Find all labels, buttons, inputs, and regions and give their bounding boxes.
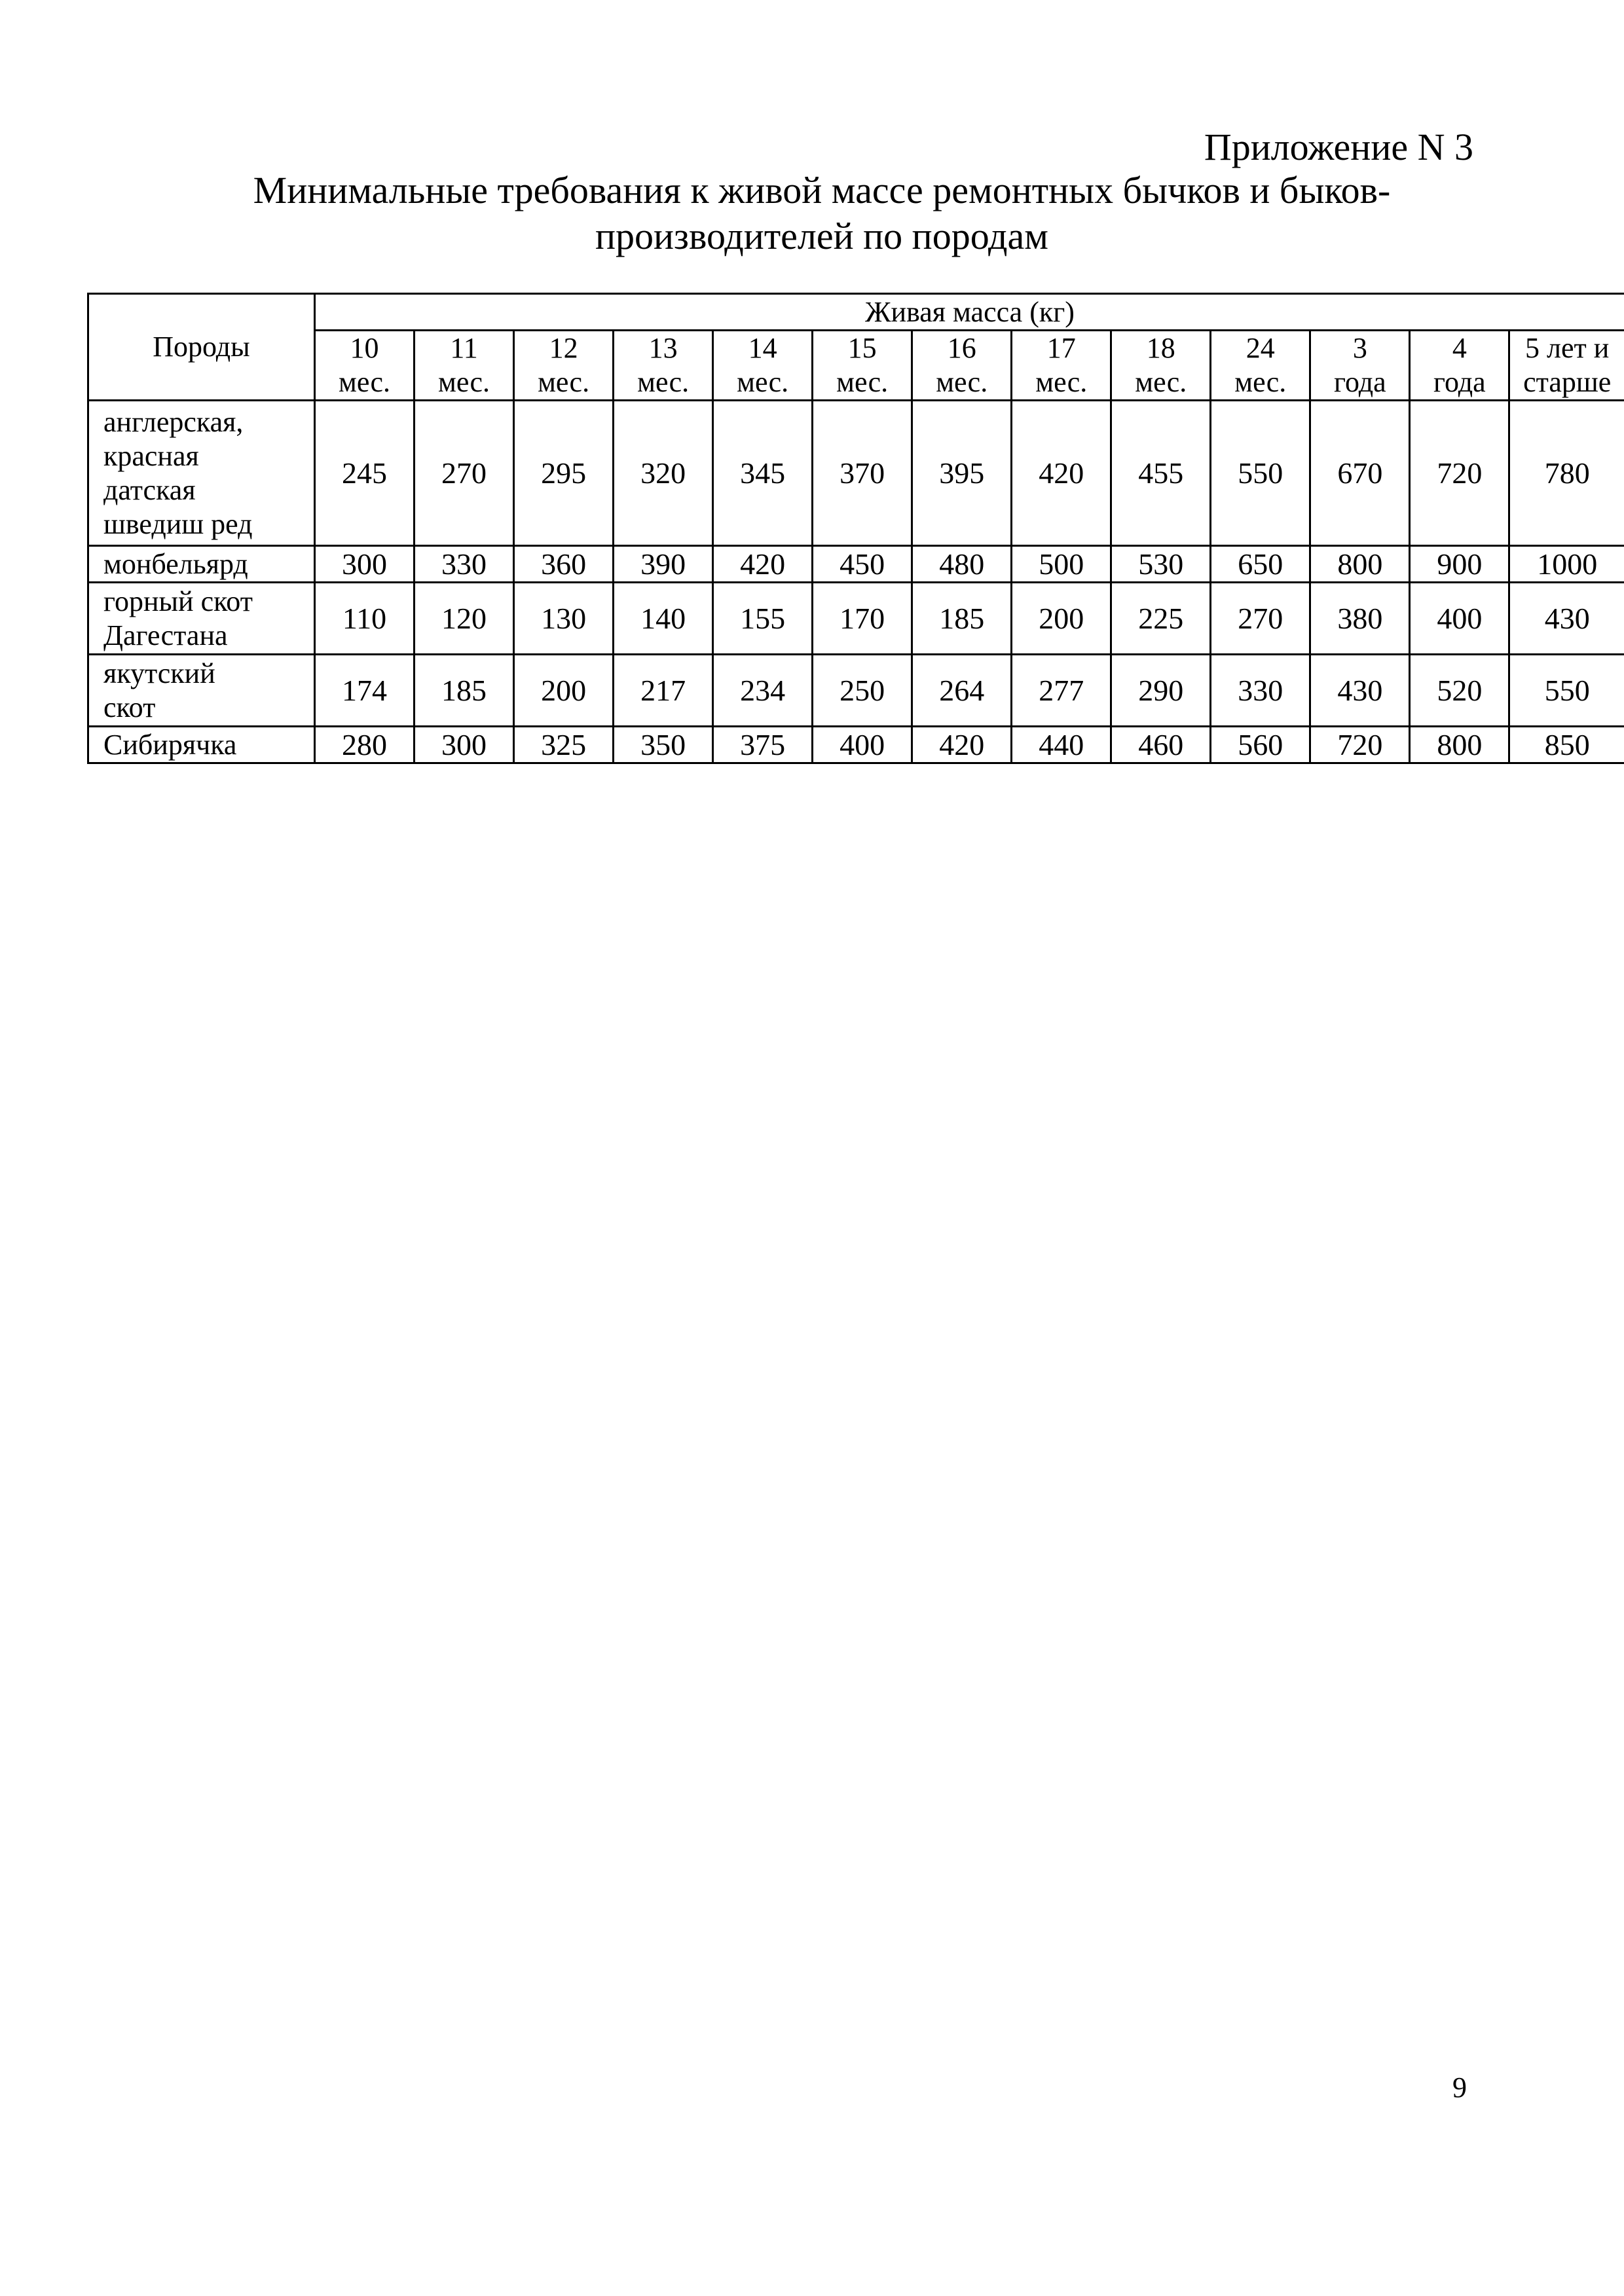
mass-value: 200: [1012, 583, 1111, 655]
breed-name: [88, 546, 315, 583]
age-number: 3: [1352, 332, 1367, 364]
mass-value: 850: [1509, 727, 1624, 763]
age-column-header: [1211, 331, 1310, 401]
mass-value: 380: [1310, 583, 1410, 655]
mass-value: 140: [614, 583, 713, 655]
mass-value: 280: [315, 727, 415, 763]
breed-name: [88, 727, 315, 763]
breed-name: [88, 583, 315, 655]
mass-value: 560: [1211, 727, 1310, 763]
mass-value: 400: [1410, 583, 1509, 655]
age-number: 24: [1246, 332, 1275, 364]
mass-value: 420: [1012, 401, 1111, 546]
mass-value: 520: [1410, 655, 1509, 727]
mass-value: 395: [912, 401, 1012, 546]
breed-name-line: датская: [103, 473, 196, 506]
mass-value: 780: [1509, 401, 1624, 546]
mass-value: 295: [514, 401, 614, 546]
mass-value: 277: [1012, 655, 1111, 727]
mass-value: 800: [1310, 546, 1410, 583]
mass-value: 290: [1111, 655, 1211, 727]
mass-value: 185: [415, 655, 514, 727]
mass-value: 174: [315, 655, 415, 727]
mass-value: 460: [1111, 727, 1211, 763]
mass-value: 325: [514, 727, 614, 763]
mass-value: 720: [1310, 727, 1410, 763]
mass-value: 250: [813, 655, 912, 727]
age-unit: мес.: [737, 366, 789, 398]
age-column-header: [1410, 331, 1509, 401]
mass-value: 1000: [1509, 546, 1624, 583]
mass-value: 370: [813, 401, 912, 546]
mass-value: 400: [813, 727, 912, 763]
age-unit: мес.: [836, 366, 889, 398]
mass-value: 270: [1211, 583, 1310, 655]
mass-value: 670: [1310, 401, 1410, 546]
age-unit: мес.: [538, 366, 590, 398]
mass-value: 330: [415, 546, 514, 583]
age-unit: мес.: [637, 366, 690, 398]
age-unit: года: [1433, 366, 1486, 398]
age-number: 4: [1452, 332, 1467, 364]
mass-value: 300: [415, 727, 514, 763]
mass-value: 130: [514, 583, 614, 655]
age-unit: мес.: [1234, 366, 1287, 398]
mass-value: 270: [415, 401, 514, 546]
mass-value: 550: [1211, 401, 1310, 546]
breed-name-line: шведиш ред: [103, 507, 253, 540]
breed-name-line: монбельярд: [103, 547, 248, 580]
age-column-header: [1111, 331, 1211, 401]
mass-value: 120: [415, 583, 514, 655]
mass-value: 420: [912, 727, 1012, 763]
mass-value: 360: [514, 546, 614, 583]
age-number: 14: [748, 332, 777, 364]
mass-value: 217: [614, 655, 713, 727]
mass-value: 345: [713, 401, 813, 546]
age-header-row: [88, 331, 1624, 401]
age-column-header: [713, 331, 813, 401]
age-unit: года: [1334, 366, 1386, 398]
mass-value: 300: [315, 546, 415, 583]
age-column-header: [813, 331, 912, 401]
age-unit: мес.: [438, 366, 490, 398]
mass-value: 390: [614, 546, 713, 583]
mass-value: 480: [912, 546, 1012, 583]
mass-value: 170: [813, 583, 912, 655]
mass-value: 264: [912, 655, 1012, 727]
breed-name-line: скот: [103, 691, 156, 723]
header-row: [88, 294, 1624, 331]
mass-value: 800: [1410, 727, 1509, 763]
mass-value: 455: [1111, 401, 1211, 546]
age-column-header: [614, 331, 713, 401]
mass-value: 110: [315, 583, 415, 655]
age-number: 15: [847, 332, 877, 364]
age-number: 12: [549, 332, 578, 364]
title-line-2: производителей по породам: [595, 215, 1049, 257]
age-column-header: [415, 331, 514, 401]
breed-name: [88, 401, 315, 546]
mass-value: 320: [614, 401, 713, 546]
breed-name-line: англерская,: [103, 405, 244, 438]
breed-name-line: Дагестана: [103, 619, 228, 651]
mass-value: 530: [1111, 546, 1211, 583]
table-row: [88, 727, 1624, 763]
mass-value: 200: [514, 655, 614, 727]
age-column-header: [514, 331, 614, 401]
page-number: 9: [1452, 2071, 1467, 2104]
breed-name-line: красная: [103, 439, 199, 472]
appendix-label: Приложение N 3: [1204, 126, 1473, 168]
table-row: [88, 401, 1624, 546]
breed-column-header: Породы: [88, 294, 315, 401]
mass-value: 450: [813, 546, 912, 583]
age-number: 10: [350, 332, 379, 364]
table-row: [88, 546, 1624, 583]
mass-value: 330: [1211, 655, 1310, 727]
breed-name-line: Сибирячка: [103, 728, 237, 761]
age-column-header: [1310, 331, 1410, 401]
age-unit: мес.: [936, 366, 988, 398]
document-title: [151, 168, 1493, 259]
mass-value: 550: [1509, 655, 1624, 727]
mass-value: 375: [713, 727, 813, 763]
breed-name: [88, 655, 315, 727]
age-column-header: [912, 331, 1012, 401]
title-line-1: Минимальные требования к живой массе ремонтных бычков и быков-: [253, 169, 1391, 211]
mass-value: 440: [1012, 727, 1111, 763]
mass-value: 500: [1012, 546, 1111, 583]
age-number: 18: [1146, 332, 1175, 364]
age-unit: мес.: [1035, 366, 1088, 398]
mass-value: 225: [1111, 583, 1211, 655]
age-column-header: [1012, 331, 1111, 401]
live-mass-header: Живая масса (кг): [315, 294, 1624, 331]
mass-value: 420: [713, 546, 813, 583]
table-row: [88, 583, 1624, 655]
mass-value: 350: [614, 727, 713, 763]
mass-value: 430: [1509, 583, 1624, 655]
mass-value: 430: [1310, 655, 1410, 727]
mass-value: 185: [912, 583, 1012, 655]
mass-value: 720: [1410, 401, 1509, 546]
age-number: 5 лет и: [1525, 332, 1610, 364]
live-mass-table: [87, 293, 1624, 764]
age-unit: мес.: [1135, 366, 1187, 398]
age-unit: мес.: [339, 366, 391, 398]
mass-value: 155: [713, 583, 813, 655]
age-number: 17: [1046, 332, 1076, 364]
age-unit: старше: [1523, 366, 1612, 398]
mass-value: 245: [315, 401, 415, 546]
breed-name-line: горный скот: [103, 585, 253, 617]
mass-value: 234: [713, 655, 813, 727]
breed-name-line: якутский: [103, 657, 215, 689]
mass-value: 650: [1211, 546, 1310, 583]
age-column-header: [315, 331, 415, 401]
table-row: [88, 655, 1624, 727]
age-number: 13: [648, 332, 678, 364]
age-column-header: [1509, 331, 1624, 401]
mass-value: 900: [1410, 546, 1509, 583]
age-number: 16: [947, 332, 976, 364]
age-number: 11: [450, 332, 478, 364]
